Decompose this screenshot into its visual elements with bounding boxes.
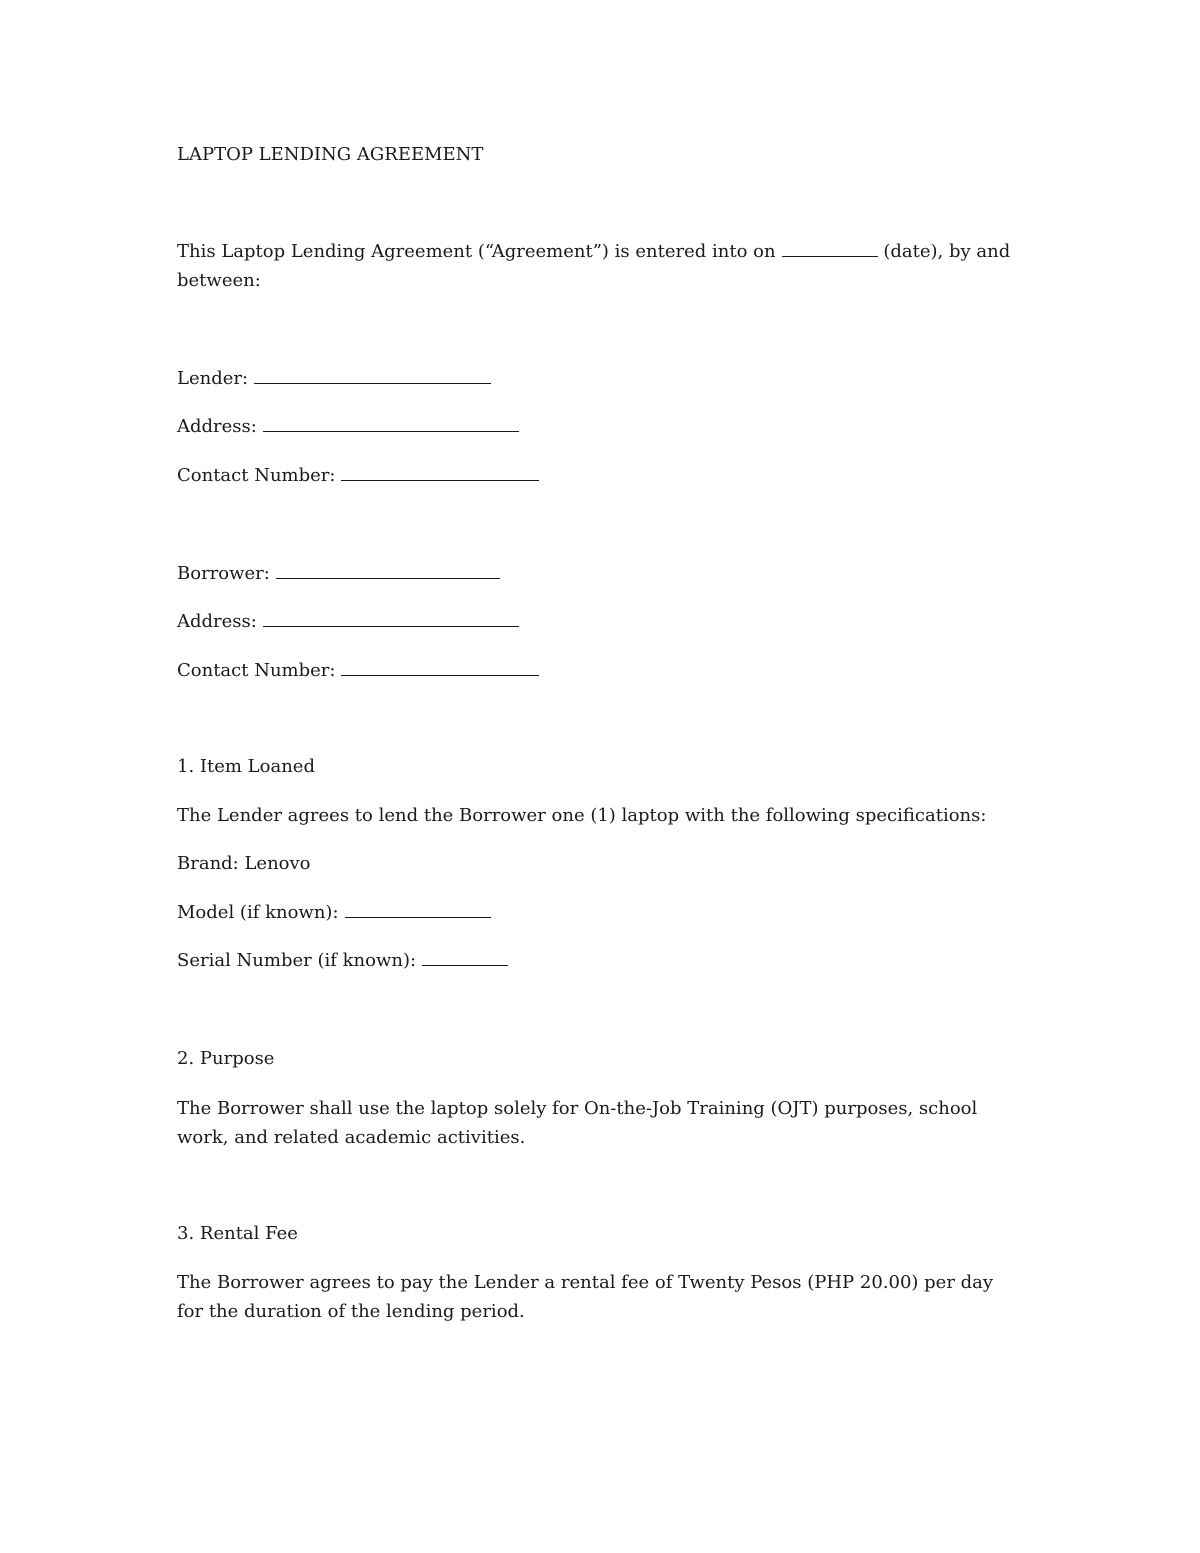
borrower-name-line (177, 560, 500, 588)
lender-blank (254, 365, 491, 384)
intro-text-before: This Laptop Lending Agreement (“Agreement”) is entered into on (177, 241, 776, 262)
section1-heading: 1. Item Loaned (177, 756, 315, 777)
lender-contact-blank (341, 462, 539, 481)
borrower-address-blank (263, 608, 519, 627)
lender-address-label: Address: (177, 416, 257, 437)
borrower-label: Borrower: (177, 563, 270, 584)
lender-address-blank (263, 413, 519, 432)
borrower-contact-line (177, 657, 539, 685)
borrower-contact-label: Contact Number: (177, 660, 336, 681)
section3-text: The Borrower agrees to pay the Lender a rental fee of Twenty Pesos (PHP 20.00) per day for the duration of the lending period. (177, 1272, 994, 1322)
model-blank (345, 899, 491, 918)
document-title: LAPTOP LENDING AGREEMENT (177, 144, 484, 165)
section2-heading: 2. Purpose (177, 1048, 275, 1069)
lender-contact-label: Contact Number: (177, 465, 336, 486)
brand-line: Brand: Lenovo (177, 853, 311, 874)
serial-blank (422, 947, 508, 966)
lender-label: Lender: (177, 368, 249, 389)
lender-contact-line (177, 462, 539, 490)
section1-text: The Lender agrees to lend the Borrower one (1) laptop with the following specifications: (177, 805, 987, 826)
borrower-address-label: Address: (177, 611, 257, 632)
borrower-contact-blank (341, 657, 539, 676)
intro-paragraph (177, 237, 1017, 295)
serial-label: Serial Number (if known): (177, 950, 417, 971)
date-blank (782, 238, 878, 257)
lender-address-line (177, 413, 519, 441)
model-label: Model (if known): (177, 902, 339, 923)
intro-text-after: (date), by and between: (177, 241, 1011, 291)
borrower-blank (276, 560, 500, 579)
borrower-address-line (177, 608, 519, 636)
section3-heading: 3. Rental Fee (177, 1223, 298, 1244)
section2-text: The Borrower shall use the laptop solely for On-the-Job Training (OJT) purposes, school work, and related academic activities. (177, 1098, 978, 1148)
lender-name-line (177, 365, 491, 393)
model-line (177, 899, 491, 927)
serial-line (177, 947, 508, 975)
